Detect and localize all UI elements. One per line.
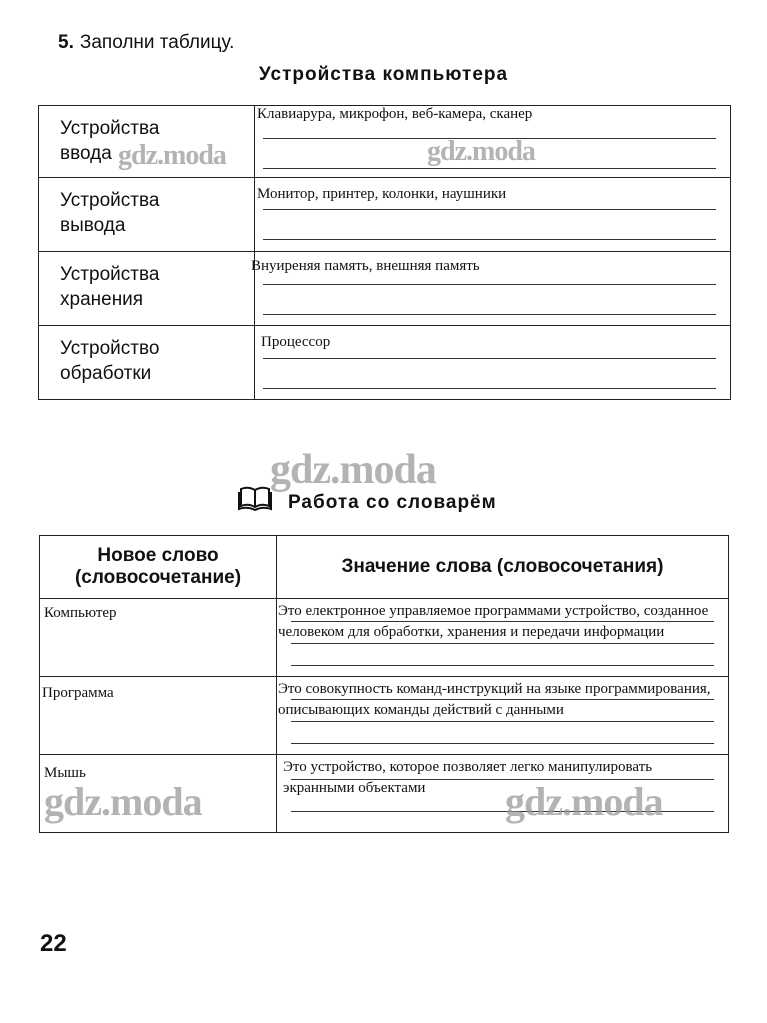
dictionary-header-meaning: Значение слова (словосочетания) <box>277 536 729 599</box>
devices-table-title: Устройства компьютера <box>258 64 509 85</box>
open-book-icon <box>238 485 272 511</box>
watermark: gdz.moda <box>505 779 663 824</box>
dictionary-meaning: Это совокупность команд-инструкций на языке программирования, описывающих команды действий с данными <box>278 681 711 718</box>
devices-answer-processing <box>255 326 731 400</box>
dictionary-word: Мышь <box>44 765 86 781</box>
answer-text: Процессор <box>261 334 331 350</box>
write-line <box>263 358 716 359</box>
page-number: 22 <box>40 930 67 957</box>
dictionary-header-word: Новое слово (словосочетание) <box>40 536 277 599</box>
write-line <box>291 743 714 744</box>
write-line <box>263 239 716 240</box>
write-line <box>291 621 714 622</box>
devices-label-processing: Устройство обработки <box>39 326 255 400</box>
task-heading <box>58 32 234 54</box>
write-line <box>263 314 716 315</box>
write-line <box>291 665 714 666</box>
write-line <box>263 209 716 210</box>
write-line <box>263 168 716 169</box>
write-line <box>291 643 714 644</box>
dictionary-meaning-cell <box>277 677 729 755</box>
answer-text: Внуиреняя память, внешняя память <box>251 258 480 274</box>
task-text: Заполни таблицу. <box>79 32 235 53</box>
dictionary-meaning-cell <box>277 599 729 677</box>
watermark: gdz.moda <box>118 140 226 171</box>
dictionary-title: Работа со словарём <box>288 492 497 513</box>
devices-label-storage: Устройства хранения <box>39 252 255 326</box>
dictionary-word-cell <box>40 677 277 755</box>
dictionary-word-cell <box>40 599 277 677</box>
dictionary-meaning: Это електронное управляемое программами устройство, созданное человеком для обработки, хранения и передачи информации <box>278 603 709 640</box>
devices-answer-output <box>255 178 731 252</box>
devices-answer-storage <box>251 252 731 326</box>
write-line <box>291 699 714 700</box>
dictionary-word: Программа <box>42 685 114 701</box>
dictionary-word: Компьютер <box>44 605 117 621</box>
answer-text: Монитор, принтер, колонки, наушники <box>257 186 507 202</box>
watermark: gdz.moda <box>44 779 202 824</box>
write-line <box>263 284 716 285</box>
write-line <box>263 388 716 389</box>
task-number: 5. <box>58 32 74 53</box>
answer-text: Клавиарура, микрофон, веб-камера, сканер <box>257 106 533 122</box>
watermark: gdz.moda <box>427 136 535 167</box>
devices-label-input: Устройства ввода <box>39 106 255 178</box>
watermark: gdz.moda <box>270 447 436 493</box>
dictionary-meaning: Это устройство, которое позволяет легко манипулировать экранными объектами <box>283 759 653 796</box>
devices-label-output: Устройства вывода <box>39 178 255 252</box>
write-line <box>291 721 714 722</box>
